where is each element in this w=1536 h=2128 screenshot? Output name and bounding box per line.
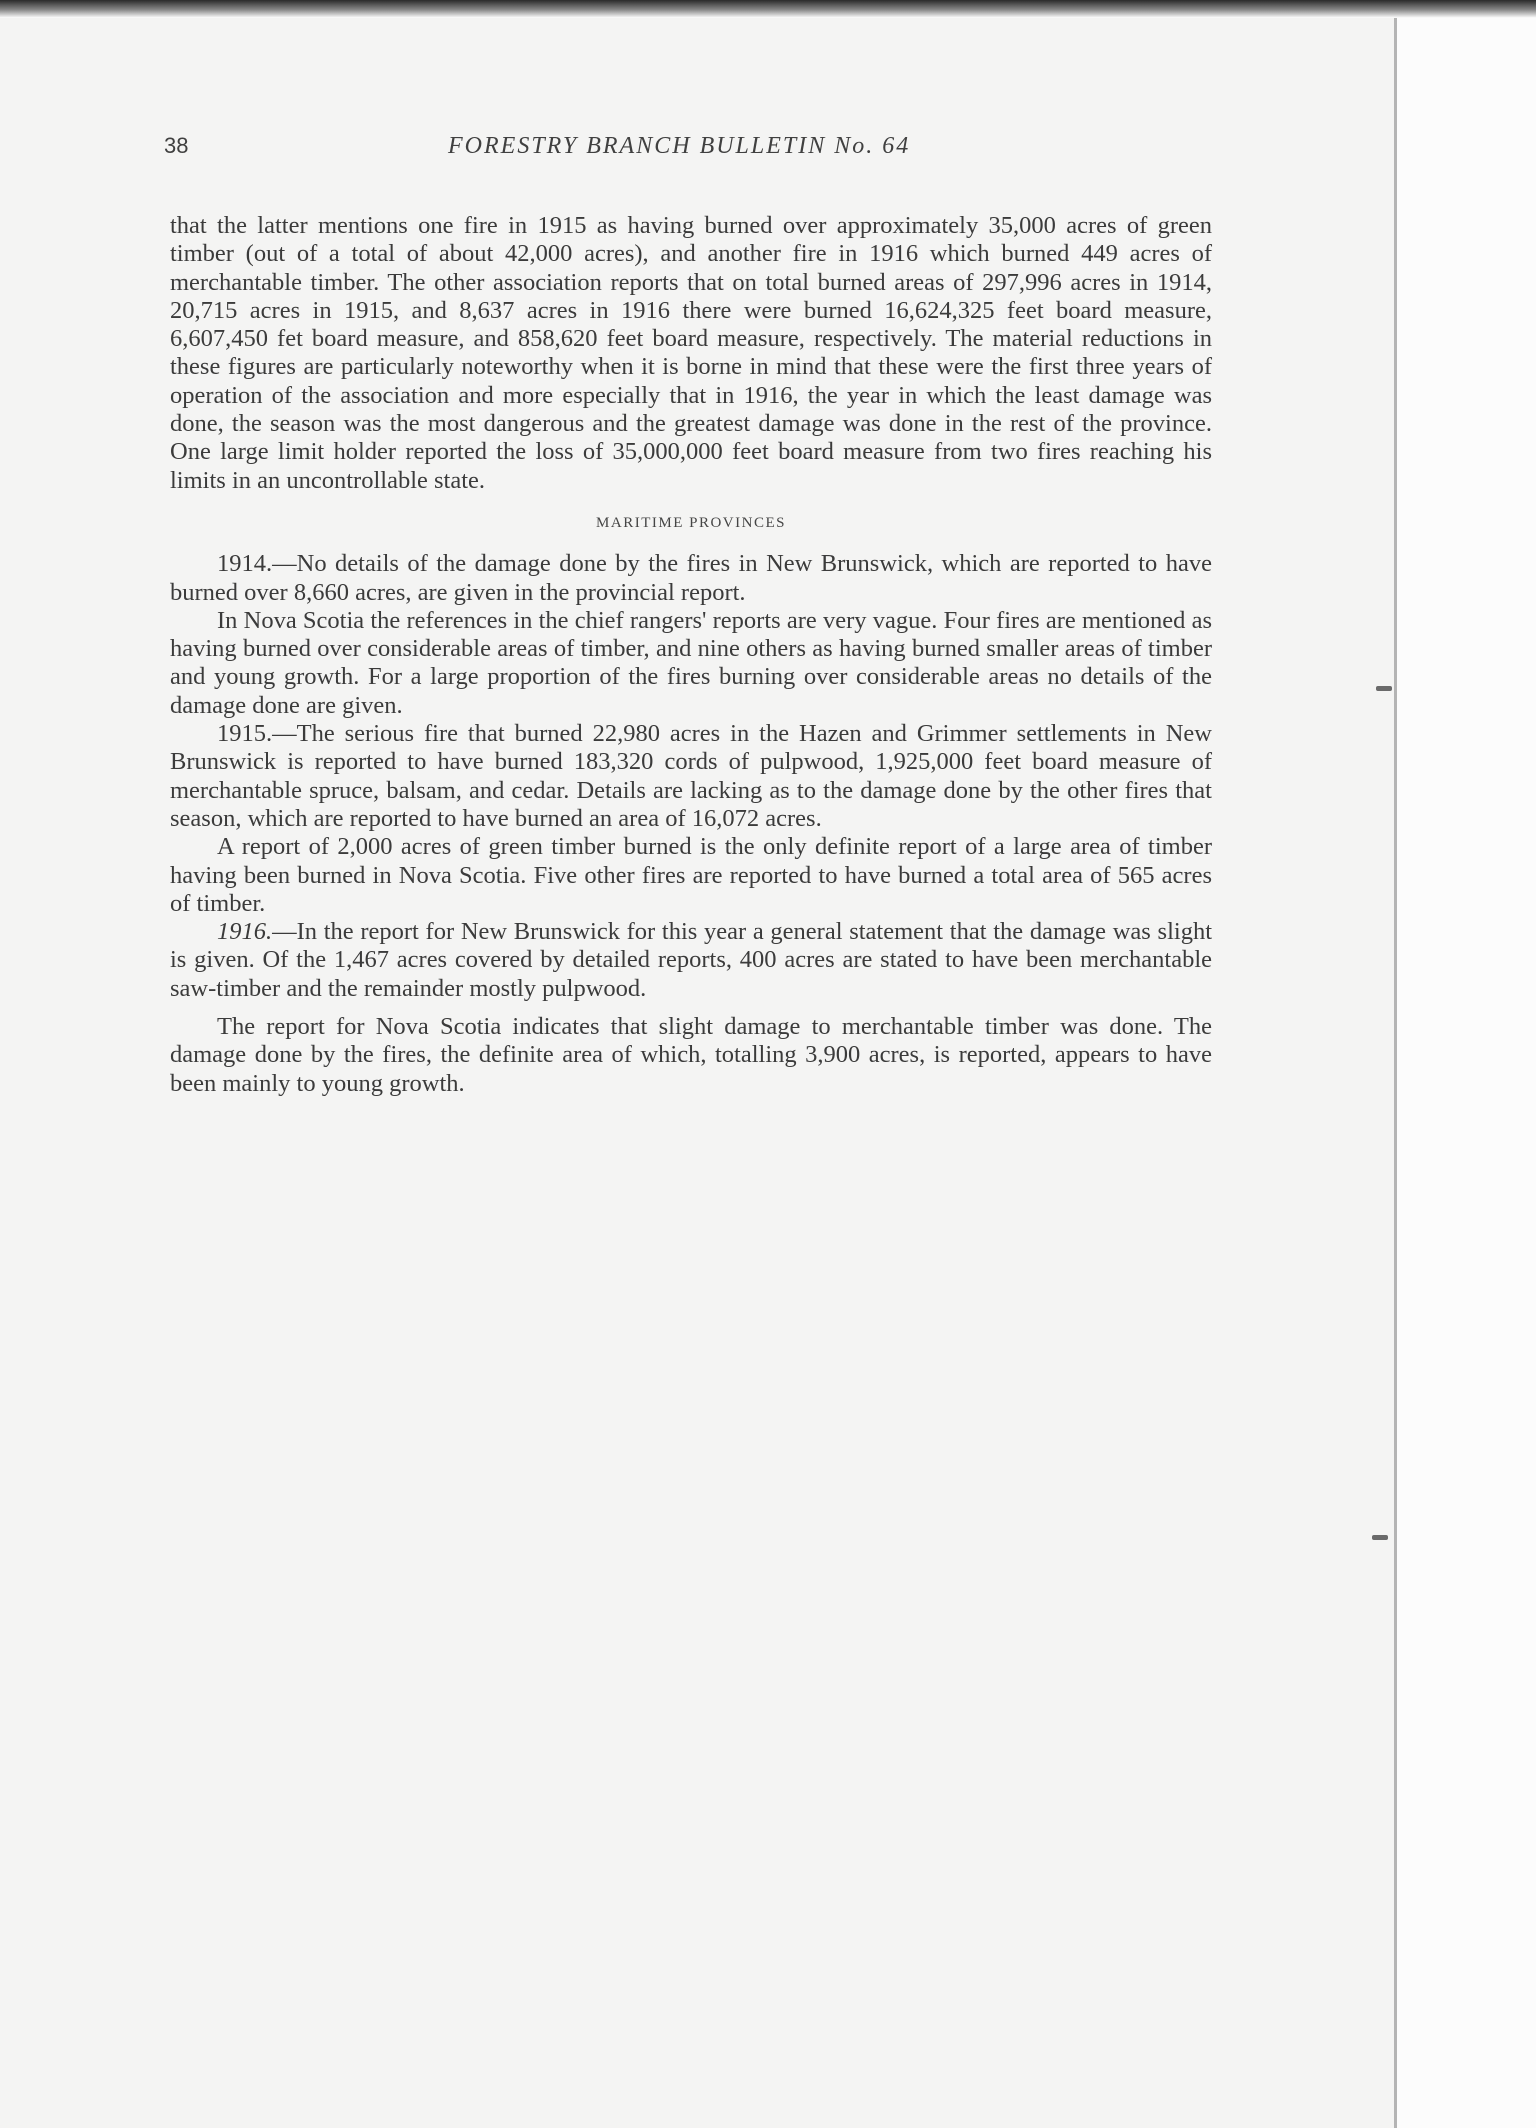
section-heading: MARITIME PROVINCES [596, 514, 786, 531]
paragraph-1915-nova-scotia: A report of 2,000 acres of green timber burned is the only definite report of a large area of timber having been burned in Nova Scotia. Five other fires are reported to have burned a total area of 565 acres of timber. [170, 833, 1212, 917]
paragraph-1915-new-brunswick [170, 720, 1212, 833]
page-number: 38 [164, 133, 189, 158]
paragraph-1914-new-brunswick [170, 550, 1212, 607]
year-label: 1916. [217, 918, 273, 946]
facing-page-strip [1396, 18, 1536, 2128]
edge-mark-upper [1376, 686, 1392, 691]
edge-mark-lower [1372, 1535, 1388, 1540]
page-gutter-edge [1394, 18, 1397, 2128]
body-text [170, 212, 1212, 1098]
paragraph-1914-nova-scotia: In Nova Scotia the references in the chief rangers' reports are very vague. Four fires are mentioned as having burned over considerable areas of timber, and nine others as having burned smaller areas of timber and young growth. For a large proportion of the fires burning over considerable areas no details of the damage done are given. [170, 606, 1212, 719]
paragraph-text: —In the report for New Brunswick for this year a general statement that the damage was slight is given. Of the 1,467 acres covered by detailed reports, 400 acres are stated to have been merchantable saw-timber and the remainder mostly pulpwood. [170, 918, 1212, 1002]
year-label: 1914. [217, 550, 273, 578]
paragraph-continuation: that the latter mentions one fire in 1915 as having burned over approximately 35,000 acres of green timber (out of a total of about 42,000 acres), and another fire in 1916 which burned 449 acres of merchantable timber. The other association reports that on total burned areas of 297,996 acres in 1914, 20,715 acres in 1915, and 8,637 acres in 1916 there were burned 16,624,325 feet board measure, 6,607,450 fet board measure, and 858,620 feet board measure, respectively. The material reductions in these figures are particularly noteworthy when it is borne in mind that these were the first three years of operation of the association and more especially that in 1916, the year in which the least damage was done, the season was the most dangerous and the greatest damage was done in the rest of the province. One large limit holder reported the loss of 35,000,000 feet board measure from two fires reaching his limits in an uncontrollable state. [170, 212, 1212, 494]
paragraph-1916-nova-scotia: The report for Nova Scotia indicates that slight damage to merchantable timber was done. The damage done by the fires, the definite area of which, totalling 3,900 acres, is reported, appears to have been mainly to young growth. [170, 1013, 1212, 1097]
year-label: 1915. [217, 720, 273, 748]
scan-top-edge [0, 0, 1536, 18]
paragraph-text: —The serious fire that burned 22,980 acres in the Hazen and Grimmer settlements in New Brunswick is reported to have burned 183,320 cords of pulpwood, 1,925,000 feet board measure of merchantable spruce, balsam, and cedar. Details are lacking as to the damage done by the other fires that season, which are reported to have burned an area of 16,072 acres. [170, 720, 1212, 832]
paragraph-text: —No details of the damage done by the fires in New Brunswick, which are reported to have burned over 8,660 acres, are given in the provincial report. [170, 550, 1212, 606]
paragraph-1916-new-brunswick [170, 918, 1212, 1003]
running-head: FORESTRY BRANCH BULLETIN No. 64 [448, 133, 911, 159]
